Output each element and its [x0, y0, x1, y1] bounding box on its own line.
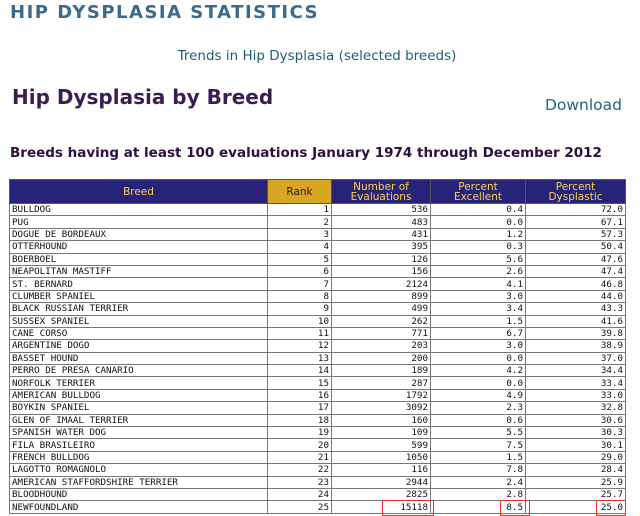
table-row: [10, 265, 626, 277]
evaluations-cell: 2944: [332, 476, 431, 488]
evaluations-cell: 483: [332, 216, 431, 228]
dysplastic-cell: 43.3: [526, 303, 626, 315]
evaluations-cell: 109: [332, 427, 431, 439]
evaluations-cell: 15118: [332, 501, 431, 513]
excellent-cell: 2.6: [431, 265, 526, 277]
dysplastic-cell: 30.6: [526, 414, 626, 426]
excellent-cell: 7.5: [431, 439, 526, 451]
excellent-column-header[interactable]: Percent Excellent: [431, 180, 526, 204]
evaluations-cell: 262: [332, 315, 431, 327]
table-row: [10, 352, 626, 364]
evaluations-cell: 1050: [332, 451, 431, 463]
table-row: [10, 253, 626, 265]
table-row: [10, 476, 626, 488]
table-row: [10, 327, 626, 339]
rank-cell: 6: [268, 265, 332, 277]
excellent-cell: 3.0: [431, 340, 526, 352]
rank-cell: 16: [268, 389, 332, 401]
dysplastic-cell: 33.0: [526, 389, 626, 401]
breed-cell: DOGUE DE BORDEAUX: [10, 228, 268, 240]
table-row: [10, 439, 626, 451]
excellent-cell: 2.8: [431, 488, 526, 500]
trends-link[interactable]: Trends in Hip Dysplasia (selected breeds): [177, 48, 457, 64]
excellent-cell: 3.4: [431, 303, 526, 315]
breed-cell: FILA BRASILEIRO: [10, 439, 268, 451]
table-row: [10, 427, 626, 439]
excellent-cell: 1.2: [431, 228, 526, 240]
rank-cell: 18: [268, 414, 332, 426]
rank-cell: 5: [268, 253, 332, 265]
excellent-cell: 6.7: [431, 327, 526, 339]
evaluations-cell: 203: [332, 340, 431, 352]
rank-cell: 11: [268, 327, 332, 339]
excellent-cell: 7.8: [431, 464, 526, 476]
table-row: [10, 389, 626, 401]
dysplastic-cell: 39.8: [526, 327, 626, 339]
breed-cell: NEWFOUNDLAND: [10, 501, 268, 513]
table-row: [10, 451, 626, 463]
table-row: [10, 402, 626, 414]
evaluations-cell: 2825: [332, 488, 431, 500]
rank-cell: 1: [268, 204, 332, 216]
rank-cell: 13: [268, 352, 332, 364]
dysplastic-cell: 67.1: [526, 216, 626, 228]
dysplastic-cell: 50.4: [526, 241, 626, 253]
rank-cell: 7: [268, 278, 332, 290]
dysplastic-cell: 47.4: [526, 265, 626, 277]
dysplastic-cell: 38.9: [526, 340, 626, 352]
breed-cell: BASSET HOUND: [10, 352, 268, 364]
dysplastic-cell: 72.0: [526, 204, 626, 216]
breed-column-header[interactable]: Breed: [10, 180, 268, 204]
rank-cell: 14: [268, 365, 332, 377]
rank-cell: 3: [268, 228, 332, 240]
dysplastic-cell: 37.0: [526, 352, 626, 364]
excellent-cell: 0.6: [431, 414, 526, 426]
table-row: [10, 315, 626, 327]
evaluations-cell: 599: [332, 439, 431, 451]
rank-cell: 25: [268, 501, 332, 513]
table-row: [10, 501, 626, 513]
excellent-cell: 0.4: [431, 204, 526, 216]
dysplastic-cell: 44.0: [526, 290, 626, 302]
table-row: [10, 414, 626, 426]
evaluations-cell: 116: [332, 464, 431, 476]
breed-cell: SUSSEX SPANIEL: [10, 315, 268, 327]
evaluations-column-header[interactable]: Number of Evaluations: [332, 180, 431, 204]
table-row: [10, 377, 626, 389]
dysplastic-cell: 46.8: [526, 278, 626, 290]
breed-cell: FRENCH BULLDOG: [10, 451, 268, 463]
breed-cell: CANE CORSO: [10, 327, 268, 339]
dysplastic-cell: 47.6: [526, 253, 626, 265]
rank-cell: 2: [268, 216, 332, 228]
highlight-dysplastic: [596, 500, 626, 516]
rank-cell: 21: [268, 451, 332, 463]
breed-cell: AMERICAN STAFFORDSHIRE TERRIER: [10, 476, 268, 488]
dysplastic-cell: 25.7: [526, 488, 626, 500]
table-row: [10, 290, 626, 302]
rank-cell: 23: [268, 476, 332, 488]
rank-cell: 12: [268, 340, 332, 352]
breed-cell: GLEN OF IMAAL TERRIER: [10, 414, 268, 426]
dysplastic-cell: 41.6: [526, 315, 626, 327]
breed-cell: ARGENTINE DOGO: [10, 340, 268, 352]
site-title: HIP DYSPLASIA STATISTICS: [10, 2, 320, 23]
excellent-cell: 2.4: [431, 476, 526, 488]
highlight-evaluations: [382, 500, 434, 516]
evaluations-cell: 899: [332, 290, 431, 302]
dysplastic-cell: 28.4: [526, 464, 626, 476]
evaluations-cell: 287: [332, 377, 431, 389]
page-title: Hip Dysplasia by Breed: [12, 85, 274, 109]
dysplastic-cell: 25.9: [526, 476, 626, 488]
table-row: [10, 303, 626, 315]
breed-cell: AMERICAN BULLDOG: [10, 389, 268, 401]
breed-cell: OTTERHOUND: [10, 241, 268, 253]
rank-cell: 17: [268, 402, 332, 414]
breed-cell: BLOODHOUND: [10, 488, 268, 500]
evaluations-cell: 395: [332, 241, 431, 253]
breed-cell: NORFOLK TERRIER: [10, 377, 268, 389]
evaluations-cell: 771: [332, 327, 431, 339]
highlight-excellent: [500, 500, 530, 516]
evaluations-cell: 499: [332, 303, 431, 315]
table-row: [10, 365, 626, 377]
breed-cell: PERRO DE PRESA CANARIO: [10, 365, 268, 377]
rank-cell: 20: [268, 439, 332, 451]
table-row: [10, 241, 626, 253]
excellent-cell: 4.9: [431, 389, 526, 401]
table-row: [10, 488, 626, 500]
download-link[interactable]: Download: [544, 96, 622, 114]
rank-cell: 10: [268, 315, 332, 327]
rank-cell: 15: [268, 377, 332, 389]
dysplastic-cell: 30.1: [526, 439, 626, 451]
rank-cell: 8: [268, 290, 332, 302]
rank-cell: 24: [268, 488, 332, 500]
table-row: [10, 464, 626, 476]
excellent-cell: 4.2: [431, 365, 526, 377]
dysplastic-cell: 34.4: [526, 365, 626, 377]
dysplastic-cell: 29.0: [526, 451, 626, 463]
evaluations-cell: 200: [332, 352, 431, 364]
evaluations-cell: 156: [332, 265, 431, 277]
table-row: [10, 216, 626, 228]
excellent-cell: 0.3: [431, 241, 526, 253]
breed-cell: SPANISH WATER DOG: [10, 427, 268, 439]
excellent-cell: 0.0: [431, 216, 526, 228]
evaluations-cell: 2124: [332, 278, 431, 290]
table-row: [10, 340, 626, 352]
rank-cell: 9: [268, 303, 332, 315]
rank-column-header[interactable]: Rank: [268, 180, 332, 204]
evaluations-cell: 3092: [332, 402, 431, 414]
rank-cell: 22: [268, 464, 332, 476]
evaluations-cell: 1792: [332, 389, 431, 401]
rank-cell: 4: [268, 241, 332, 253]
evaluations-cell: 431: [332, 228, 431, 240]
dysplastic-cell: 33.4: [526, 377, 626, 389]
dysplastic-cell: 32.8: [526, 402, 626, 414]
dysplasia-table: [9, 179, 626, 514]
excellent-cell: 4.1: [431, 278, 526, 290]
excellent-cell: 8.5: [431, 501, 526, 513]
excellent-cell: 1.5: [431, 451, 526, 463]
evaluations-cell: 536: [332, 204, 431, 216]
excellent-cell: 3.0: [431, 290, 526, 302]
table-header-row: [10, 180, 626, 204]
breed-cell: PUG: [10, 216, 268, 228]
dysplastic-column-header[interactable]: Percent Dysplastic: [526, 180, 626, 204]
evaluations-cell: 189: [332, 365, 431, 377]
evaluations-cell: 160: [332, 414, 431, 426]
excellent-cell: 2.3: [431, 402, 526, 414]
table-row: [10, 204, 626, 216]
excellent-cell: 0.0: [431, 352, 526, 364]
excellent-cell: 0.0: [431, 377, 526, 389]
breed-cell: BOYKIN SPANIEL: [10, 402, 268, 414]
dysplastic-cell: 57.3: [526, 228, 626, 240]
table-row: [10, 228, 626, 240]
table-caption: Breeds having at least 100 evaluations January 1974 through December 2012: [10, 145, 602, 161]
breed-cell: CLUMBER SPANIEL: [10, 290, 268, 302]
breed-cell: BULLDOG: [10, 204, 268, 216]
dysplastic-cell: 25.0: [526, 501, 626, 513]
breed-cell: BLACK RUSSIAN TERRIER: [10, 303, 268, 315]
breed-cell: NEAPOLITAN MASTIFF: [10, 265, 268, 277]
evaluations-cell: 126: [332, 253, 431, 265]
rank-cell: 19: [268, 427, 332, 439]
excellent-cell: 5.6: [431, 253, 526, 265]
breed-cell: BOERBOEL: [10, 253, 268, 265]
dysplastic-cell: 30.3: [526, 427, 626, 439]
excellent-cell: 5.5: [431, 427, 526, 439]
breed-cell: ST. BERNARD: [10, 278, 268, 290]
table-row: [10, 278, 626, 290]
breed-cell: LAGOTTO ROMAGNOLO: [10, 464, 268, 476]
excellent-cell: 1.5: [431, 315, 526, 327]
